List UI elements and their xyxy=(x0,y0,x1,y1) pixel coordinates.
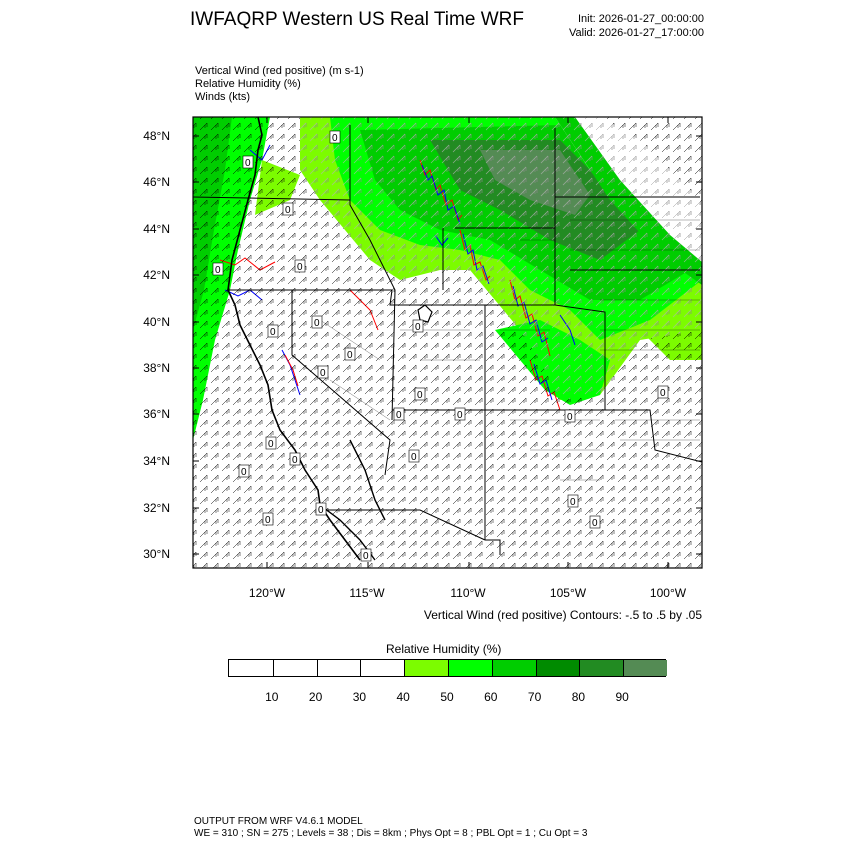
svg-text:0: 0 xyxy=(570,497,576,508)
svg-text:0: 0 xyxy=(314,318,320,329)
svg-text:0: 0 xyxy=(457,410,463,421)
variable-vertical-wind: Vertical Wind (red positive) (m s-1) xyxy=(195,65,364,77)
svg-text:0: 0 xyxy=(347,350,353,361)
contour-label xyxy=(213,263,223,276)
svg-text:0: 0 xyxy=(411,452,417,463)
contour-label xyxy=(455,408,465,421)
contour-label xyxy=(413,320,423,333)
svg-text:0: 0 xyxy=(592,518,598,529)
contour-label xyxy=(394,408,404,421)
lat-label-40n: 40°N xyxy=(143,315,170,329)
contour-label xyxy=(263,513,273,526)
lon-label-110w: 110°W xyxy=(450,586,486,600)
lat-label-36n: 36°N xyxy=(143,407,170,421)
colorbar-box xyxy=(579,660,623,676)
contour-note: Vertical Wind (red positive) Contours: -.5 to .5 by .05 xyxy=(423,608,702,622)
colorbar-box xyxy=(317,660,361,676)
contour-label xyxy=(318,366,328,379)
contour-label xyxy=(268,325,278,338)
colorbar-label: 40 xyxy=(396,690,410,704)
init-time: Init: 2026-01-27_00:00:00 xyxy=(578,13,704,25)
lat-label-34n: 34°N xyxy=(143,454,170,468)
svg-text:0: 0 xyxy=(245,158,251,169)
colorbar-box xyxy=(448,660,492,676)
contour-label xyxy=(239,465,249,478)
colorbar-box xyxy=(623,660,667,676)
footer-config: WE = 310 ; SN = 275 ; Levels = 38 ; Dis = 8km ; Phys Opt = 8 ; PBL Opt = 1 ; Cu Opt = 3 xyxy=(194,828,588,839)
contour-label xyxy=(658,386,668,399)
contour-label xyxy=(361,549,371,562)
colorbar-box xyxy=(492,660,536,676)
svg-text:0: 0 xyxy=(415,322,421,333)
svg-text:0: 0 xyxy=(332,133,338,144)
svg-text:0: 0 xyxy=(270,327,276,338)
colorbar xyxy=(228,659,666,677)
contour-label xyxy=(330,131,340,144)
plot-title: IWFAQRP Western US Real Time WRF xyxy=(190,9,524,30)
lat-label-46n: 46°N xyxy=(143,175,170,189)
contour-label xyxy=(312,316,322,329)
contour-label xyxy=(415,388,425,401)
contour-label xyxy=(243,156,253,169)
valid-time: Valid: 2026-01-27_17:00:00 xyxy=(569,27,704,39)
colorbar-box xyxy=(360,660,404,676)
lat-label-48n: 48°N xyxy=(143,129,170,143)
svg-text:0: 0 xyxy=(318,505,324,516)
colorbar-title: Relative Humidity (%) xyxy=(386,642,502,656)
svg-text:0: 0 xyxy=(363,551,369,562)
svg-text:0: 0 xyxy=(567,412,573,423)
colorbar-label: 20 xyxy=(308,690,323,704)
contour-label xyxy=(565,410,575,423)
svg-text:0: 0 xyxy=(660,388,666,399)
svg-text:0: 0 xyxy=(297,262,303,273)
contour-label xyxy=(266,437,276,450)
lon-label-105w: 105°W xyxy=(549,586,587,600)
footer-model: OUTPUT FROM WRF V4.6.1 MODEL xyxy=(194,816,363,827)
contour-label xyxy=(316,503,326,516)
svg-text:0: 0 xyxy=(320,368,326,379)
lat-label-42n: 42°N xyxy=(143,268,170,282)
colorbar-label: 80 xyxy=(571,690,586,704)
lat-label-32n: 32°N xyxy=(143,501,170,515)
svg-text:0: 0 xyxy=(285,205,291,216)
variable-winds: Winds (kts) xyxy=(195,91,250,103)
svg-text:0: 0 xyxy=(268,439,274,450)
lat-label-30n: 30°N xyxy=(143,547,170,561)
svg-text:0: 0 xyxy=(292,455,298,466)
svg-text:0: 0 xyxy=(265,515,271,526)
lat-label-44n: 44°N xyxy=(143,222,170,236)
colorbar-label: 30 xyxy=(352,690,367,704)
colorbar-label: 90 xyxy=(615,690,629,704)
colorbar-label: 70 xyxy=(527,690,542,704)
svg-text:0: 0 xyxy=(241,467,247,478)
colorbar-box xyxy=(536,660,580,676)
contour-label xyxy=(290,453,300,466)
lon-label-115w: 115°W xyxy=(349,586,385,600)
colorbar-box xyxy=(273,660,317,676)
contour-label xyxy=(283,203,293,216)
lon-label-120w: 120°W xyxy=(248,586,286,600)
colorbar-box xyxy=(404,660,448,676)
svg-text:0: 0 xyxy=(215,265,221,276)
variable-relative-humidity: Relative Humidity (%) xyxy=(195,78,301,90)
contour-label xyxy=(409,450,419,463)
colorbar-label: 10 xyxy=(265,690,279,704)
contour-label xyxy=(590,516,600,529)
contour-label xyxy=(345,348,355,361)
contour-label xyxy=(568,495,578,508)
svg-text:0: 0 xyxy=(417,390,423,401)
lon-label-100w: 100°W xyxy=(649,586,687,600)
colorbar-label: 50 xyxy=(440,690,454,704)
map-plot-area xyxy=(193,117,702,568)
contour-label xyxy=(295,260,305,273)
colorbar-label: 60 xyxy=(484,690,498,704)
lat-label-38n: 38°N xyxy=(143,361,170,375)
svg-text:0: 0 xyxy=(396,410,402,421)
colorbar-box xyxy=(229,660,273,676)
